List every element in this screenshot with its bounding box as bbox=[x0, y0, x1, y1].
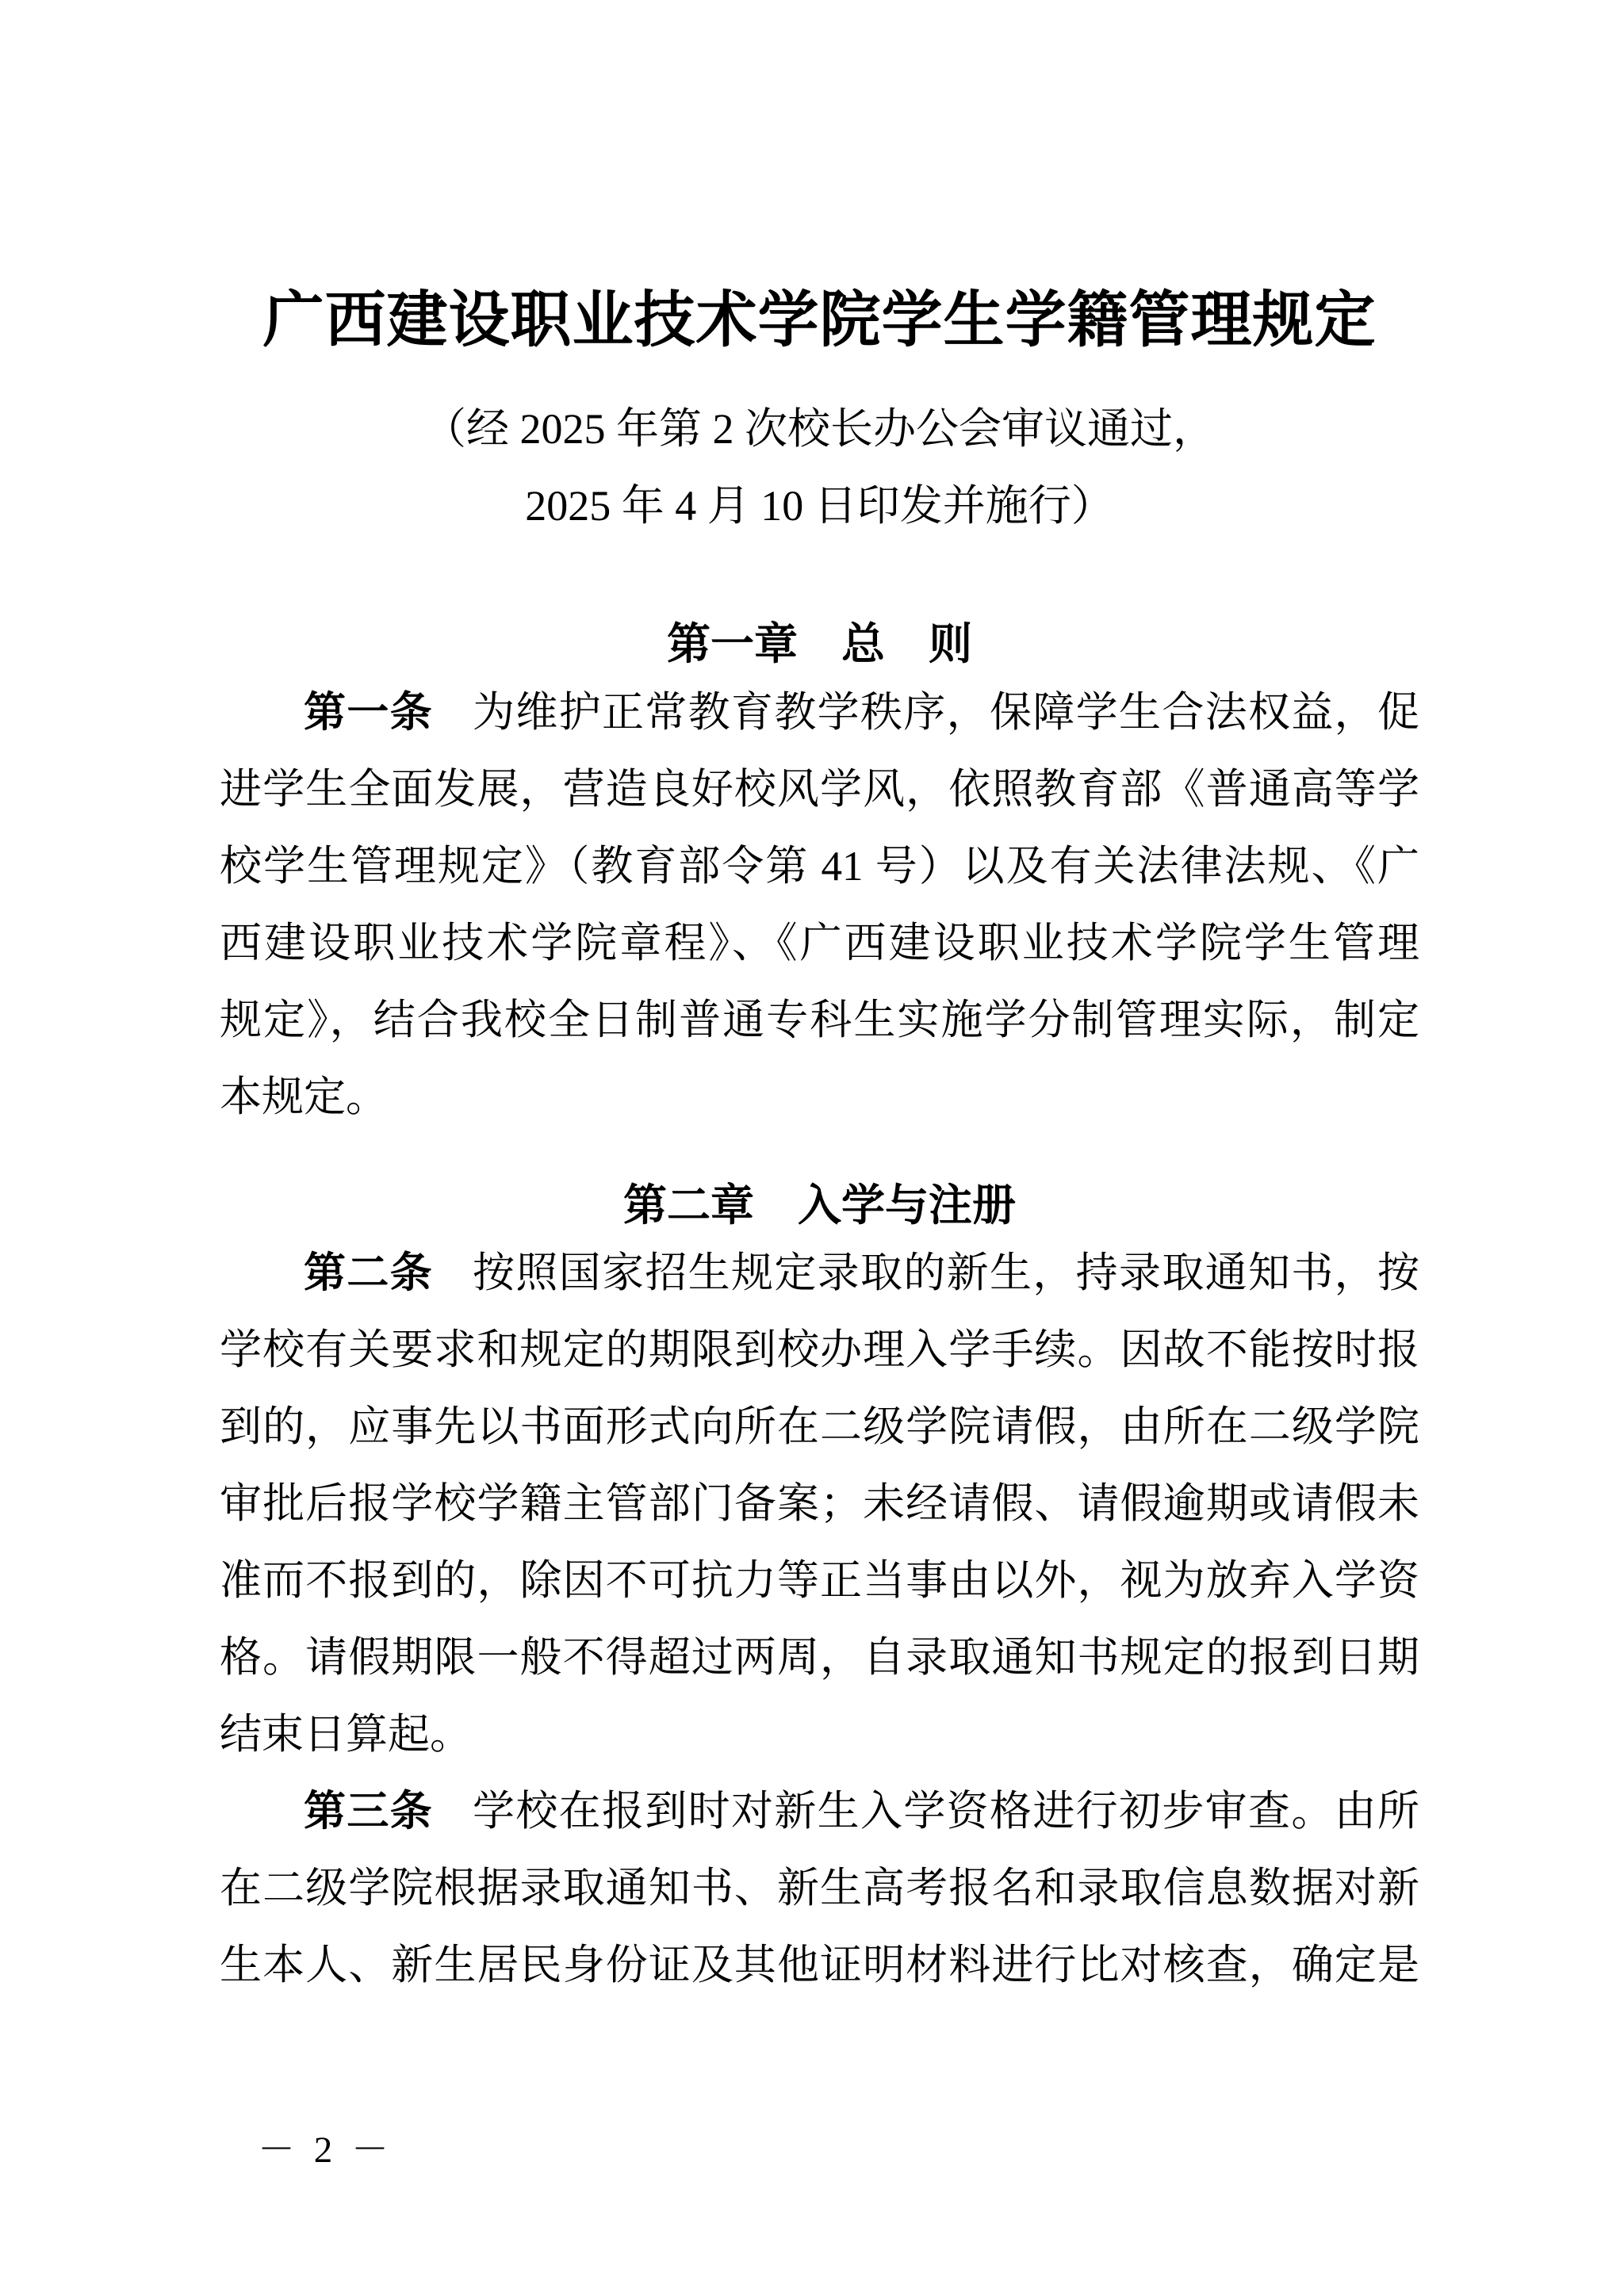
document-title: 广西建设职业技术学院学生学籍管理规定 bbox=[262, 286, 1377, 354]
article-text: 为维护正常教育教学秩序，保障学生合法权益，促 bbox=[473, 690, 1419, 736]
article-1-paragraph bbox=[220, 675, 1419, 1136]
text-line: 规定》，结合我校全日制普通专科生实施学分制管理实际，制定 bbox=[220, 997, 1419, 1043]
subtitle-line-1: （经 2025 年第 2 次校长办公会审议通过， bbox=[423, 405, 1216, 453]
text-line: 学校有关要求和规定的期限到校办理入学手续。因故不能按时报 bbox=[220, 1327, 1419, 1373]
article-text: 按照国家招生规定录取的新生，持录取通知书，按 bbox=[473, 1250, 1419, 1296]
article-number-label: 第三条 bbox=[304, 1789, 433, 1835]
text-line: 本规定。 bbox=[220, 1074, 388, 1120]
text-line: 到的，应事先以书面形式向所在二级学院请假，由所在二级学院 bbox=[220, 1404, 1419, 1450]
text-line: 结束日算起。 bbox=[220, 1712, 472, 1758]
document-subtitle bbox=[220, 391, 1419, 545]
chapter-2-heading: 第二章 入学与注册 bbox=[622, 1181, 1016, 1230]
article-number-label: 第二条 bbox=[304, 1250, 433, 1296]
text-line: 在二级学院根据录取通知书、新生高考报名和录取信息数据对新 bbox=[220, 1866, 1419, 1911]
page-number: － 2 － bbox=[258, 2130, 393, 2171]
text-line: 校学生管理规定》（教育部令第 41 号）以及有关法律法规、《广 bbox=[220, 844, 1419, 890]
chapter-1-heading: 第一章 总 则 bbox=[666, 619, 972, 668]
text-line bbox=[220, 675, 1419, 752]
text-line: 审批后报学校学籍主管部门备案；未经请假、请假逾期或请假未 bbox=[220, 1481, 1419, 1527]
article-text: 学校在报到时对新生入学资格进行初步审查。由所 bbox=[473, 1789, 1419, 1835]
subtitle-line-2: 2025 年 4 月 10 日印发并施行） bbox=[525, 482, 1114, 530]
text-line: 西建设职业技术学院章程》、《广西建设职业技术学院学生管理 bbox=[220, 920, 1419, 966]
text-line: 进学生全面发展，营造良好校风学风，依照教育部《普通高等学 bbox=[220, 767, 1419, 813]
text-line: 生本人、新生居民身份证及其他证明材料进行比对核查，确定是 bbox=[220, 1942, 1419, 1988]
text-line: 格。请假期限一般不得超过两周，自录取通知书规定的报到日期 bbox=[220, 1635, 1419, 1681]
article-3-paragraph bbox=[220, 1774, 1419, 2004]
article-2-paragraph bbox=[220, 1235, 1419, 1774]
text-line bbox=[220, 1774, 1419, 1850]
article-number-label: 第一条 bbox=[304, 690, 433, 736]
text-line: 准而不报到的，除因不可抗力等正当事由以外，视为放弃入学资 bbox=[220, 1558, 1419, 1604]
text-line bbox=[220, 1235, 1419, 1312]
